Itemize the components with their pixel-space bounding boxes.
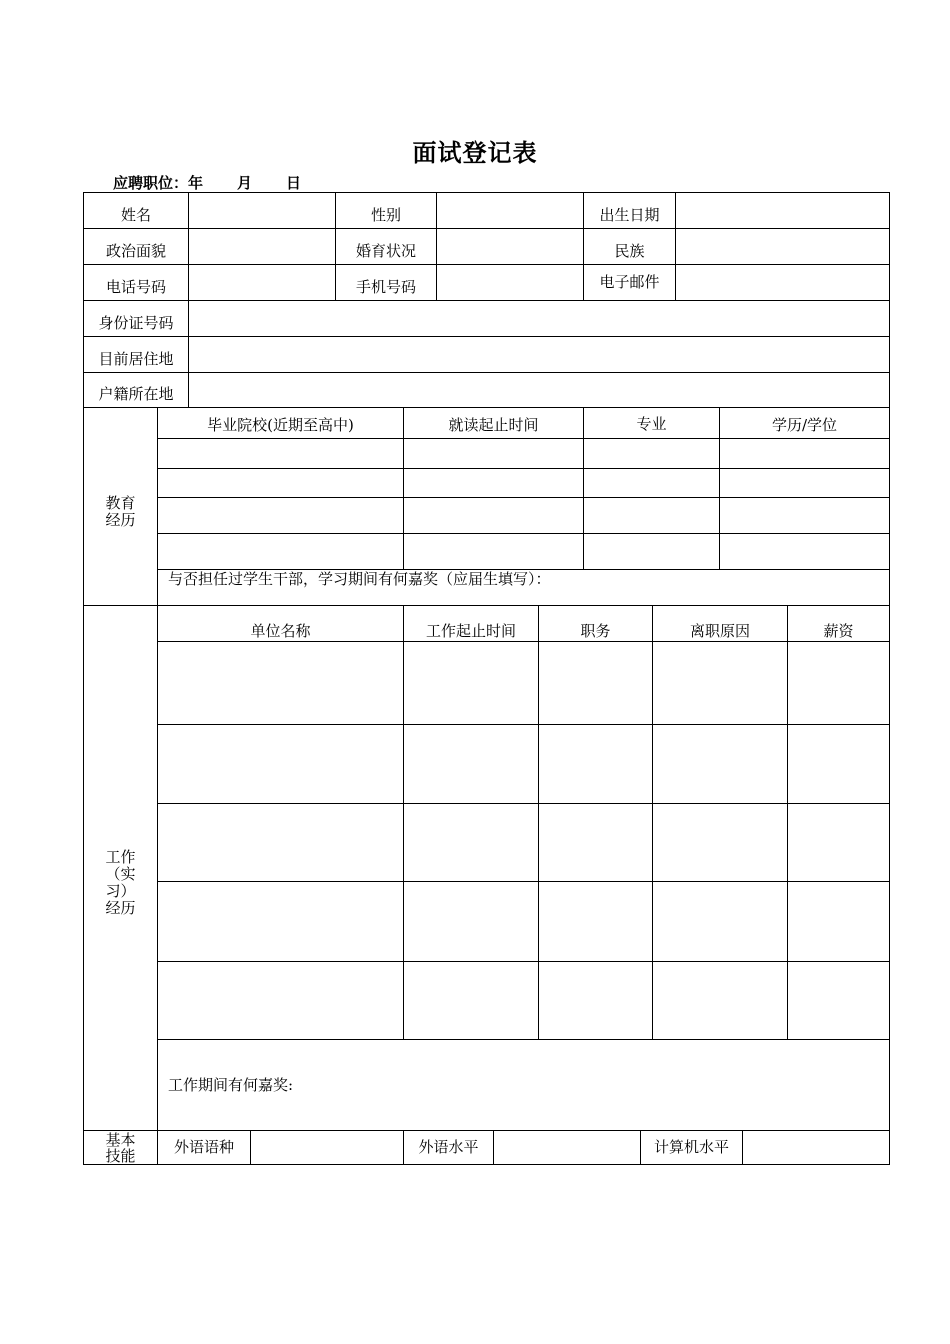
skills-label-line-2: 技能 [105, 1146, 136, 1165]
computer-level-label: 计算机水平 [653, 1138, 729, 1156]
work-label-line-1: 工作 [105, 848, 136, 866]
education-row[interactable] [158, 439, 889, 468]
name-field[interactable] [189, 193, 335, 228]
work-label-line-4: 经历 [105, 899, 136, 917]
household-registration-label: 户籍所在地 [98, 385, 174, 403]
work-section-label [84, 606, 157, 1130]
education-row[interactable] [158, 498, 889, 533]
work-label-line-2: （实 [105, 865, 136, 883]
phone-label: 电话号码 [105, 278, 166, 296]
day-label: 日 [286, 174, 302, 192]
skills-section-label [84, 1131, 157, 1164]
birth-date-label: 出生日期 [599, 206, 660, 224]
edu-col-major: 专业 [636, 415, 667, 433]
foreign-language-label: 外语语种 [173, 1138, 234, 1156]
work-row[interactable] [158, 962, 889, 1039]
education-label-line-1: 教育 [105, 493, 136, 512]
mobile-label: 手机号码 [355, 278, 416, 296]
work-col-period: 工作起止时间 [425, 622, 516, 640]
header-line [113, 172, 301, 193]
work-col-company: 单位名称 [250, 622, 311, 640]
email-label: 电子邮件 [599, 273, 660, 291]
position-label: 应聘职位： [113, 174, 189, 192]
education-label-line-2: 经历 [105, 510, 136, 529]
edu-col-degree: 学历/学位 [771, 416, 838, 434]
current-residence-label: 目前居住地 [98, 350, 174, 368]
year-label: 年 [188, 174, 204, 192]
education-row[interactable] [158, 534, 889, 569]
month-label: 月 [237, 174, 253, 192]
mobile-field[interactable] [437, 265, 583, 300]
id-number-label: 身份证号码 [98, 314, 174, 332]
birth-date-field[interactable] [676, 193, 889, 228]
marital-status-field[interactable] [437, 229, 583, 264]
education-row[interactable] [158, 469, 889, 497]
computer-level-field[interactable] [743, 1131, 889, 1164]
foreign-language-level-label: 外语水平 [418, 1138, 479, 1156]
work-row[interactable] [158, 804, 889, 881]
marital-status-label: 婚育状况 [355, 242, 416, 260]
work-row[interactable] [158, 725, 889, 803]
gender-field[interactable] [437, 193, 583, 228]
political-status-label: 政治面貌 [105, 242, 166, 260]
foreign-language-level-field[interactable] [494, 1131, 640, 1164]
work-row[interactable] [158, 882, 889, 961]
work-awards-prompt: 工作期间有何嘉奖: [168, 1075, 294, 1094]
current-residence-field[interactable] [189, 337, 889, 372]
work-label-line-3: 习） [105, 882, 136, 900]
gender-label: 性别 [370, 206, 401, 224]
student-awards-prompt: 与否担任过学生干部，学习期间有何嘉奖（应届生填写）： [168, 570, 551, 588]
ethnicity-field[interactable] [676, 229, 889, 264]
work-col-position: 职务 [580, 622, 611, 640]
id-number-field[interactable] [189, 301, 889, 336]
work-col-salary: 薪资 [823, 622, 854, 640]
email-field[interactable] [676, 265, 889, 300]
political-status-field[interactable] [189, 229, 335, 264]
household-registration-field[interactable] [189, 373, 889, 407]
education-section-label [84, 408, 157, 605]
form-title: 面试登记表 [412, 139, 538, 167]
foreign-language-field[interactable] [251, 1131, 403, 1164]
work-row[interactable] [158, 642, 889, 724]
skills-label-line-1: 基本 [105, 1130, 136, 1149]
edu-col-school: 毕业院校(近期至高中) [207, 416, 354, 434]
phone-field[interactable] [189, 265, 335, 300]
name-label: 姓名 [121, 206, 152, 224]
edu-col-period: 就读起止时间 [448, 416, 539, 434]
work-col-leave-reason: 离职原因 [689, 622, 750, 640]
ethnicity-label: 民族 [614, 242, 645, 260]
